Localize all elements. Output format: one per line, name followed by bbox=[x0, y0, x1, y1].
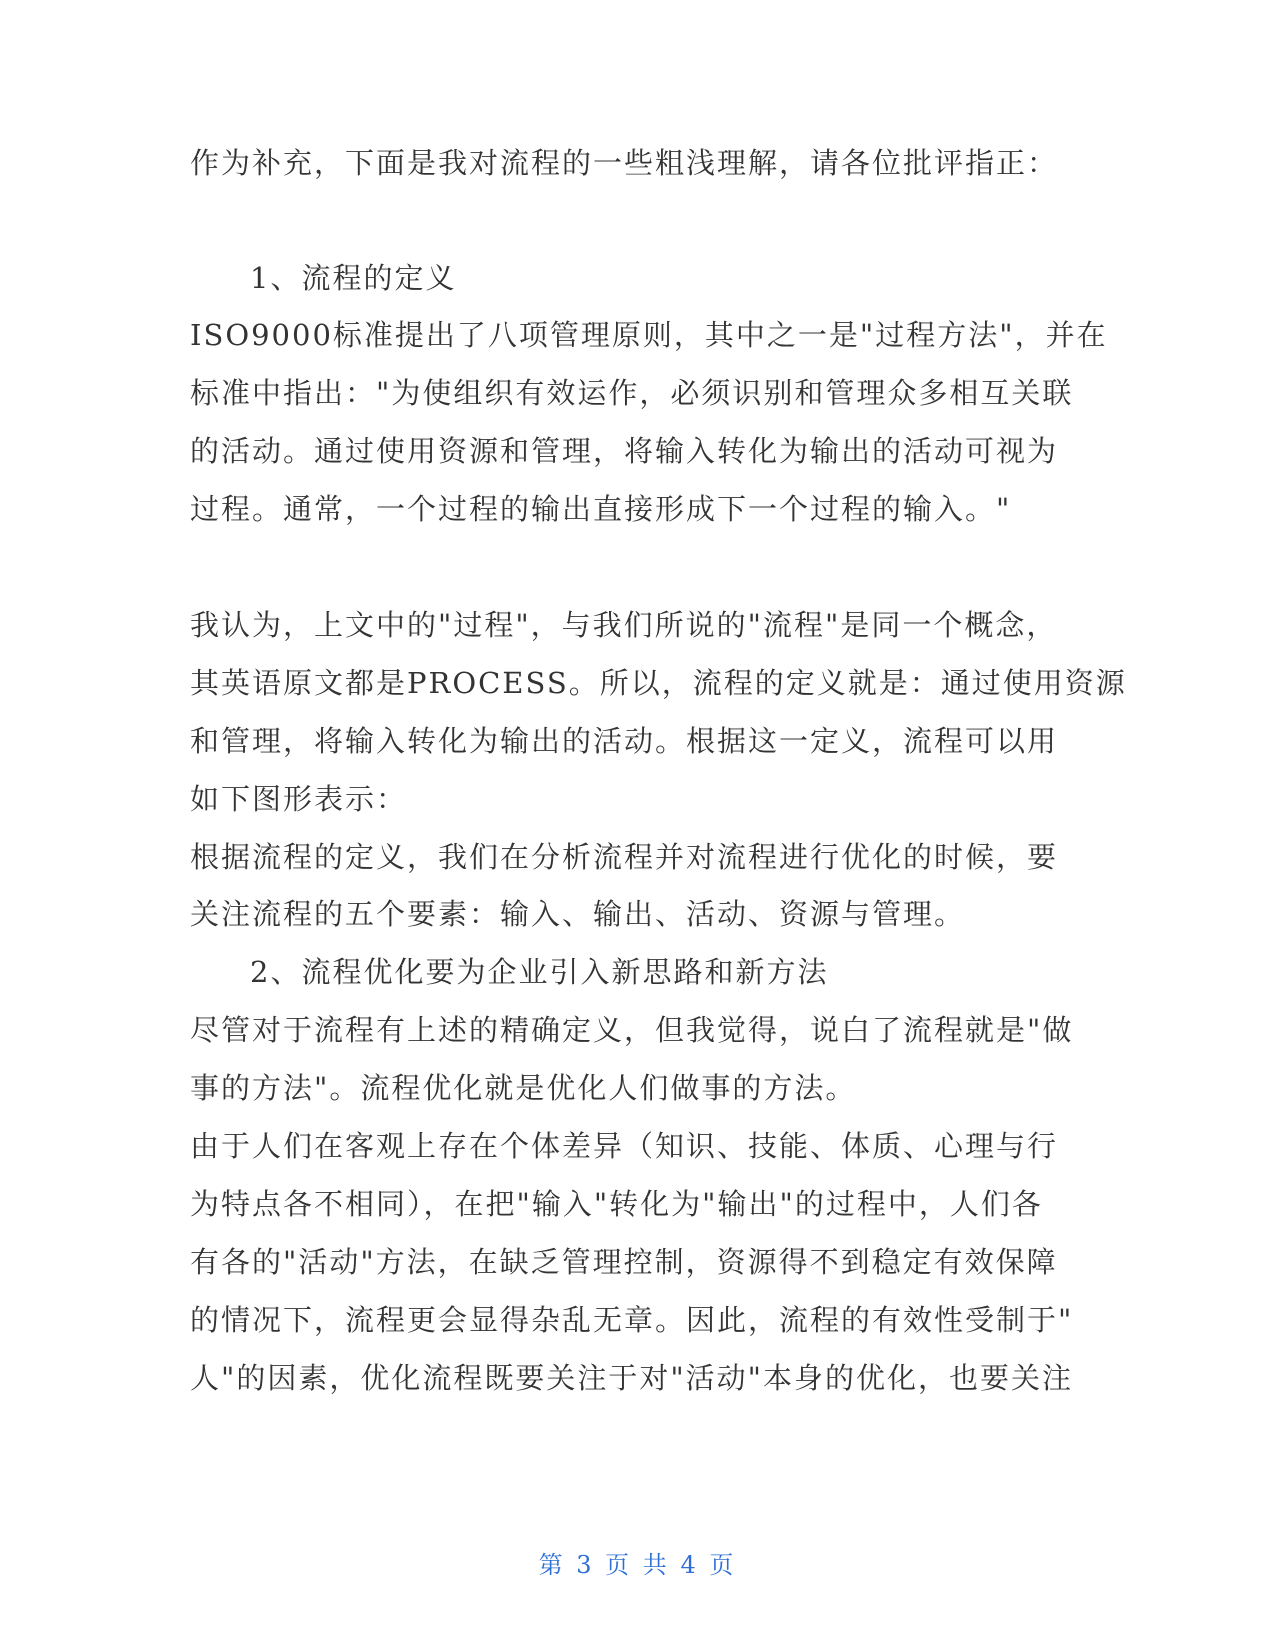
paragraph-line: 人"的因素，优化流程既要关注于对"活动"本身的优化，也要关注 bbox=[190, 1361, 1074, 1395]
paragraph-line: 如下图形表示： bbox=[190, 782, 408, 816]
paragraph-line: 的活动。通过使用资源和管理，将输入转化为输出的活动可视为 bbox=[190, 434, 1059, 468]
paragraph-line: 由于人们在客观上存在个体差异（知识、技能、体质、心理与行 bbox=[190, 1129, 1059, 1163]
paragraph-line: 尽管对于流程有上述的精确定义，但我觉得，说白了流程就是"做 bbox=[190, 1013, 1074, 1047]
paragraph-line: 关注流程的五个要素：输入、输出、活动、资源与管理。 bbox=[190, 897, 966, 931]
paragraph-line: 我认为，上文中的"过程"，与我们所说的"流程"是同一个概念， bbox=[190, 608, 1058, 642]
section-heading: 1、流程的定义 bbox=[250, 261, 457, 295]
paragraph-line: 过程。通常，一个过程的输出直接形成下一个过程的输入。" bbox=[190, 492, 1012, 526]
paragraph-line: 事的方法"。流程优化就是优化人们做事的方法。 bbox=[190, 1071, 857, 1105]
paragraph-line: 其英语原文都是PROCESS。所以，流程的定义就是：通过使用资源 bbox=[190, 666, 1127, 700]
paragraph-line: 为特点各不相同），在把"输入"转化为"输出"的过程中，人们各 bbox=[190, 1187, 1043, 1221]
paragraph-line: 根据流程的定义，我们在分析流程并对流程进行优化的时候，要 bbox=[190, 840, 1059, 874]
paragraph-line: 作为补充，下面是我对流程的一些粗浅理解，请各位批评指正： bbox=[190, 146, 1059, 180]
paragraph-line: 和管理，将输入转化为输出的活动。根据这一定义，流程可以用 bbox=[190, 724, 1059, 758]
paragraph-line: 的情况下，流程更会显得杂乱无章。因此，流程的有效性受制于" bbox=[190, 1303, 1074, 1337]
paragraph-line: 标准中指出："为使组织有效运作，必须识别和管理众多相互关联 bbox=[190, 376, 1074, 410]
paragraph-line: ISO9000标准提出了八项管理原则，其中之一是"过程方法"，并在 bbox=[190, 318, 1108, 352]
section-heading: 2、流程优化要为企业引入新思路和新方法 bbox=[250, 955, 829, 989]
paragraph-line: 有各的"活动"方法，在缺乏管理控制，资源得不到稳定有效保障 bbox=[190, 1245, 1058, 1279]
page-number-footer: 第 3 页 共 4 页 bbox=[538, 1551, 737, 1579]
